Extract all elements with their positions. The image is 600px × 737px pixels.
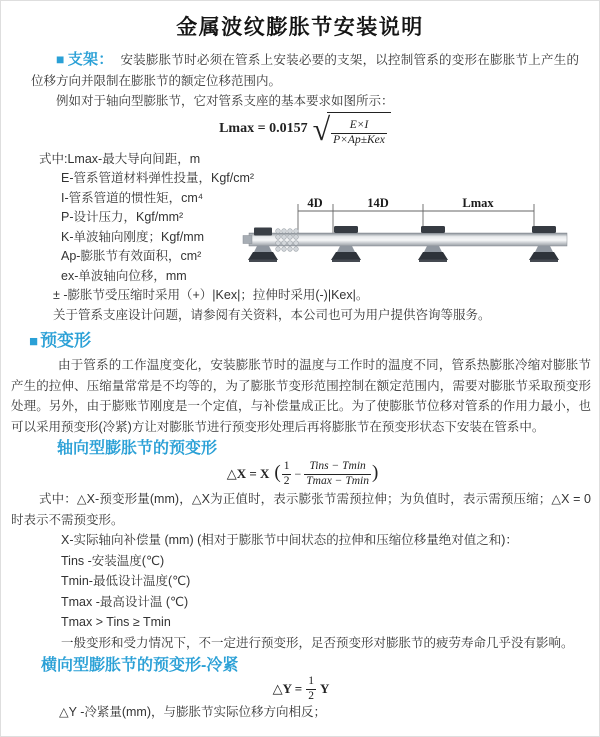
pipe-support-diagram	[241, 193, 599, 289]
dimension-lines	[298, 204, 534, 234]
axial-subheading: 轴向型膨胀节的预变形	[57, 440, 218, 457]
lmax-formula-fraction	[331, 119, 387, 148]
dx-temp-denominator: Tmax − Tmin	[306, 474, 369, 487]
support-section-heading: 支架：	[67, 51, 114, 68]
dx-formula-lhs: △X = X	[226, 465, 270, 481]
preform-heading-text: 预变形	[40, 331, 92, 350]
axial-definition-line: Tmin-最低设计温度(℃)	[61, 574, 191, 588]
dx-explain-text: 式中：△X-预变形量(mm)，△X为正值时，表示膨张节需预拉伸；为负值时，表示需预压缩；△X = 0时表示不需预变形。	[11, 492, 591, 527]
lmax-formula-lhs: Lmax = 0.0157	[219, 121, 308, 137]
definition-line: K-单波轴向刚度；Kgf/mm	[61, 229, 205, 244]
dx-temp-fraction	[304, 460, 371, 489]
axial-definition-line: Tmax > Tins ≥ Tmin	[61, 615, 171, 629]
support-example-text: 例如对于轴向型膨胀节，它对管系支座的基本要求如图所示：	[56, 94, 394, 108]
definition-line: 式中:Lmax-最大导向间距，m	[39, 151, 201, 166]
dx-half-numerator: 1	[283, 459, 290, 472]
definition-line: ex-单波轴向位移，mm	[61, 268, 187, 283]
delta-y-formula	[11, 676, 591, 702]
transverse-subheading: 横向型膨胀节的预变形-冷紧	[41, 657, 239, 674]
axial-definitions-list	[11, 530, 591, 653]
axial-definition-line: 一般变形和受力情况下，不一定进行预变形，足否预变形对膨胀节的疲劳寿命几乎没有影响。	[61, 635, 574, 650]
dx-temp-numerator: Tins − Tmin	[309, 459, 366, 472]
dx-open-paren: (	[274, 461, 281, 483]
diagram-label-14d: 14D	[367, 196, 389, 210]
section-marker-icon: ■	[29, 333, 39, 350]
dy-half-denominator: 2	[308, 689, 314, 702]
definition-line: ± -膨胀节受压缩时采用（+）|Kex|；拉伸时采用(-)|Kex|。	[53, 288, 369, 302]
dy-half-fraction	[306, 675, 316, 704]
diagram-label-lmax: Lmax	[462, 196, 494, 210]
definition-line: 关于管系支座设计问题，请参阅有关资料，本公司也可为用户提供咨询等服务。	[53, 307, 491, 322]
preform-body-text: 由于管系的工作温度变化，安装膨胀节时的温度与工作时的温度不同，管系热膨胀冷缩对膨胀节产生的拉伸、压缩量常常是不均等的，为了膨胀节变形范围控制在额定范围内，需要对膨胀节采取预变形处理。另外，由于膨账节刚度是一个定值，与补偿量成正比。为了使膨胀节位移对管系的作用力最小，也可以采用预变形(冷紧)方让对膨胀节进行预变形处理后再将膨胀节在预变形状态下安装在管系中。	[11, 358, 591, 434]
definition-line: E-管系管道材料弹性投量，Kgf/cm²	[61, 171, 255, 185]
definition-line: I-管系管道的惯性矩，cm⁴	[61, 190, 204, 205]
diagram-label-4d: 4D	[307, 196, 323, 210]
dx-close-paren: )	[371, 461, 379, 483]
section-marker-icon: ■	[56, 51, 65, 67]
lmax-formula-denominator: P×Ap±Kex	[333, 133, 385, 146]
axial-definition-line: Tins -安装温度(℃)	[61, 553, 165, 568]
axial-definition-line: Tmax -最高设计温 (℃)	[61, 594, 189, 609]
support-intro-paragraph	[31, 49, 579, 91]
dx-minus-sign: −	[294, 466, 302, 481]
dx-half-fraction	[282, 460, 292, 489]
preform-section-heading	[11, 330, 591, 352]
support-intro-text: 安装膨胀节时必须在管系上安装必要的支架，以控制管系的变形在膨胀节上产生的位移方向并限制在膨胀节的额定位移范围内。	[31, 53, 579, 88]
lmax-formula-numerator: E×I	[349, 118, 369, 131]
lmax-formula: Lmax = 0.0157 √ $\frac{E\times I}{\text{P×Ap±Kex}}$	[31, 115, 579, 145]
axial-definition-line: X-实际轴向补偿量 (mm) (相对于膨胀节中间状态的拉伸和压缩位移量绝对值之和)：	[61, 533, 518, 547]
lmax-formula-radicand	[327, 112, 391, 148]
dy-formula-rhs: Y	[319, 680, 330, 696]
dy-formula-lhs: △Y =	[272, 680, 303, 696]
delta-x-formula	[11, 459, 591, 489]
dy-note-text: △Y -冷紧量(mm)，与膨胀节实际位移方向相反；	[59, 705, 327, 719]
preform-section	[11, 330, 591, 723]
definition-line: Ap-膨胀节有效面积，cm²	[61, 249, 202, 263]
definition-line: P-设计压力，Kgf/mm²	[61, 210, 184, 224]
dy-half-numerator: 1	[308, 674, 314, 687]
page-title: 金属波纹膨胀节安装说明	[176, 16, 424, 39]
dx-half-denominator: 2	[283, 474, 290, 487]
